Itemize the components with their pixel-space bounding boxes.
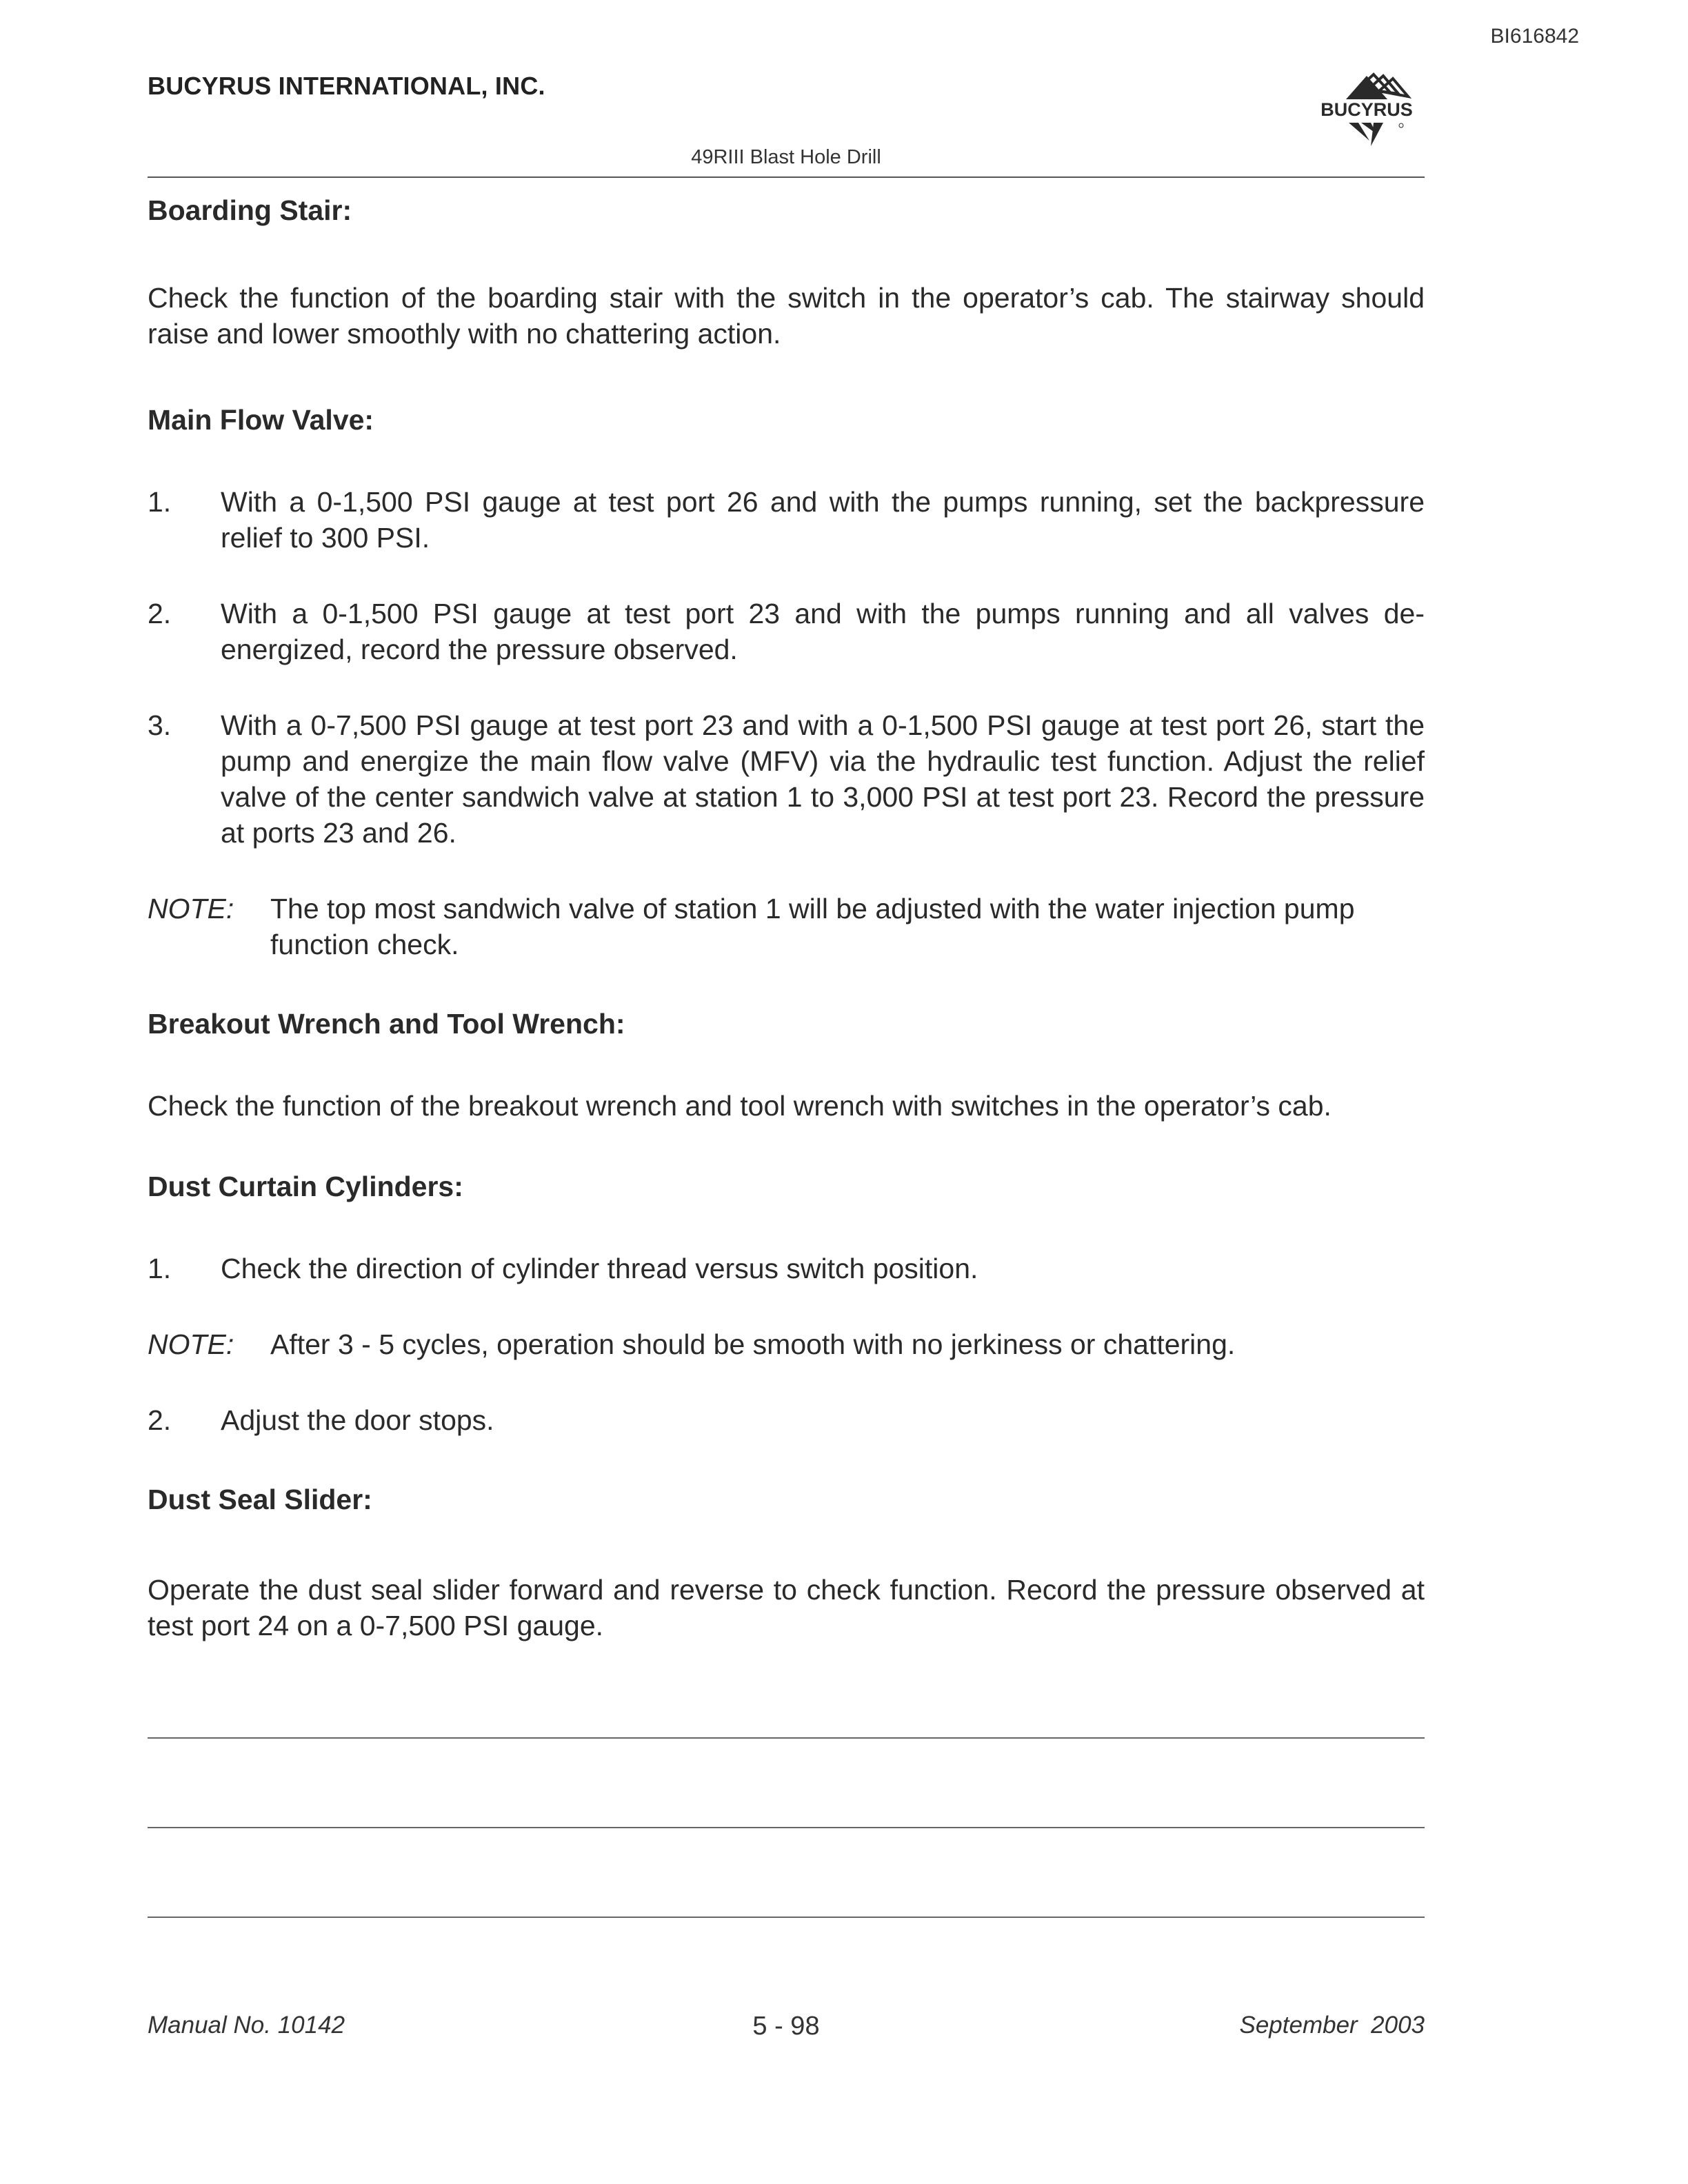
heading-boarding-stair: Boarding Stair: [148, 194, 352, 226]
boarding-stair-body: Check the function of the boarding stair with the switch in the operator’s cab. The stairway should raise and lower smoothly with no chattering action. [148, 282, 1425, 350]
footer-date: September 2003 [1239, 2012, 1425, 2039]
company-name: BUCYRUS INTERNATIONAL, INC. [148, 72, 545, 100]
footer-manual-number: Manual No. 10142 [148, 2012, 345, 2039]
dust-curtain-note-text: After 3 - 5 cycles, operation should be smooth with no jerkiness or chattering. [270, 1328, 1236, 1360]
document-subtitle: 49RIII Blast Hole Drill [691, 146, 881, 168]
dust-curtain-note-label: NOTE: [148, 1328, 234, 1360]
mfv-item-2-text: With a 0-1,500 PSI gauge at test port 23 and with the pumps running and all valves de-energized, record the pressure observed. [221, 598, 1425, 665]
logo-wordmark: BUCYRUS [1320, 99, 1413, 120]
dust-curtain-item-1-number: 1. [148, 1253, 172, 1284]
dust-curtain-item-1-text: Check the direction of cylinder thread versus switch position. [221, 1253, 978, 1284]
dust-seal-slider-body: Operate the dust seal slider forward and reverse to check function. Record the pressure observed at test port 24 on a 0-7,500 PSI gauge. [148, 1574, 1425, 1641]
heading-dust-seal-slider: Dust Seal Slider: [148, 1484, 372, 1515]
mfv-note-text: The top most sandwich valve of station 1 will be adjusted with the water injection pump function check. [270, 893, 1355, 960]
record-line [148, 1827, 1425, 1828]
breakout-wrench-body: Check the function of the breakout wrench and tool wrench with switches in the operator’s cab. [148, 1090, 1332, 1122]
mfv-item-3-number: 3. [148, 709, 172, 741]
mfv-item-3-text: With a 0-7,500 PSI gauge at test port 23 and with a 0-1,500 PSI gauge at test port 26, start the pump and energize the main flow valve (MFV) via the hydraulic test function. Adjust the relief valve of the center sandwich valve at station 1 to 3,000 PSI at test port 23. Record the pressure at ports 23 and 26. [221, 709, 1425, 849]
footer-page-number: 5 - 98 [752, 2012, 820, 2041]
dust-curtain-item-2-text: Adjust the door stops. [221, 1404, 494, 1436]
document-id: BI616842 [1490, 25, 1579, 48]
header-divider [148, 176, 1425, 178]
mfv-note-label: NOTE: [148, 893, 234, 924]
mfv-item-1-number: 1. [148, 486, 172, 518]
heading-main-flow-valve: Main Flow Valve: [148, 404, 374, 436]
heading-dust-curtain: Dust Curtain Cylinders: [148, 1171, 463, 1202]
bucyrus-logo [1305, 72, 1429, 152]
record-line [148, 1917, 1425, 1918]
mfv-item-2-number: 2. [148, 598, 172, 629]
heading-breakout-wrench: Breakout Wrench and Tool Wrench: [148, 1008, 625, 1040]
mfv-item-1-text: With a 0-1,500 PSI gauge at test port 26 and with the pumps running, set the backpressure relief to 300 PSI. [221, 486, 1425, 554]
dust-curtain-item-2-number: 2. [148, 1404, 172, 1436]
record-line [148, 1737, 1425, 1739]
